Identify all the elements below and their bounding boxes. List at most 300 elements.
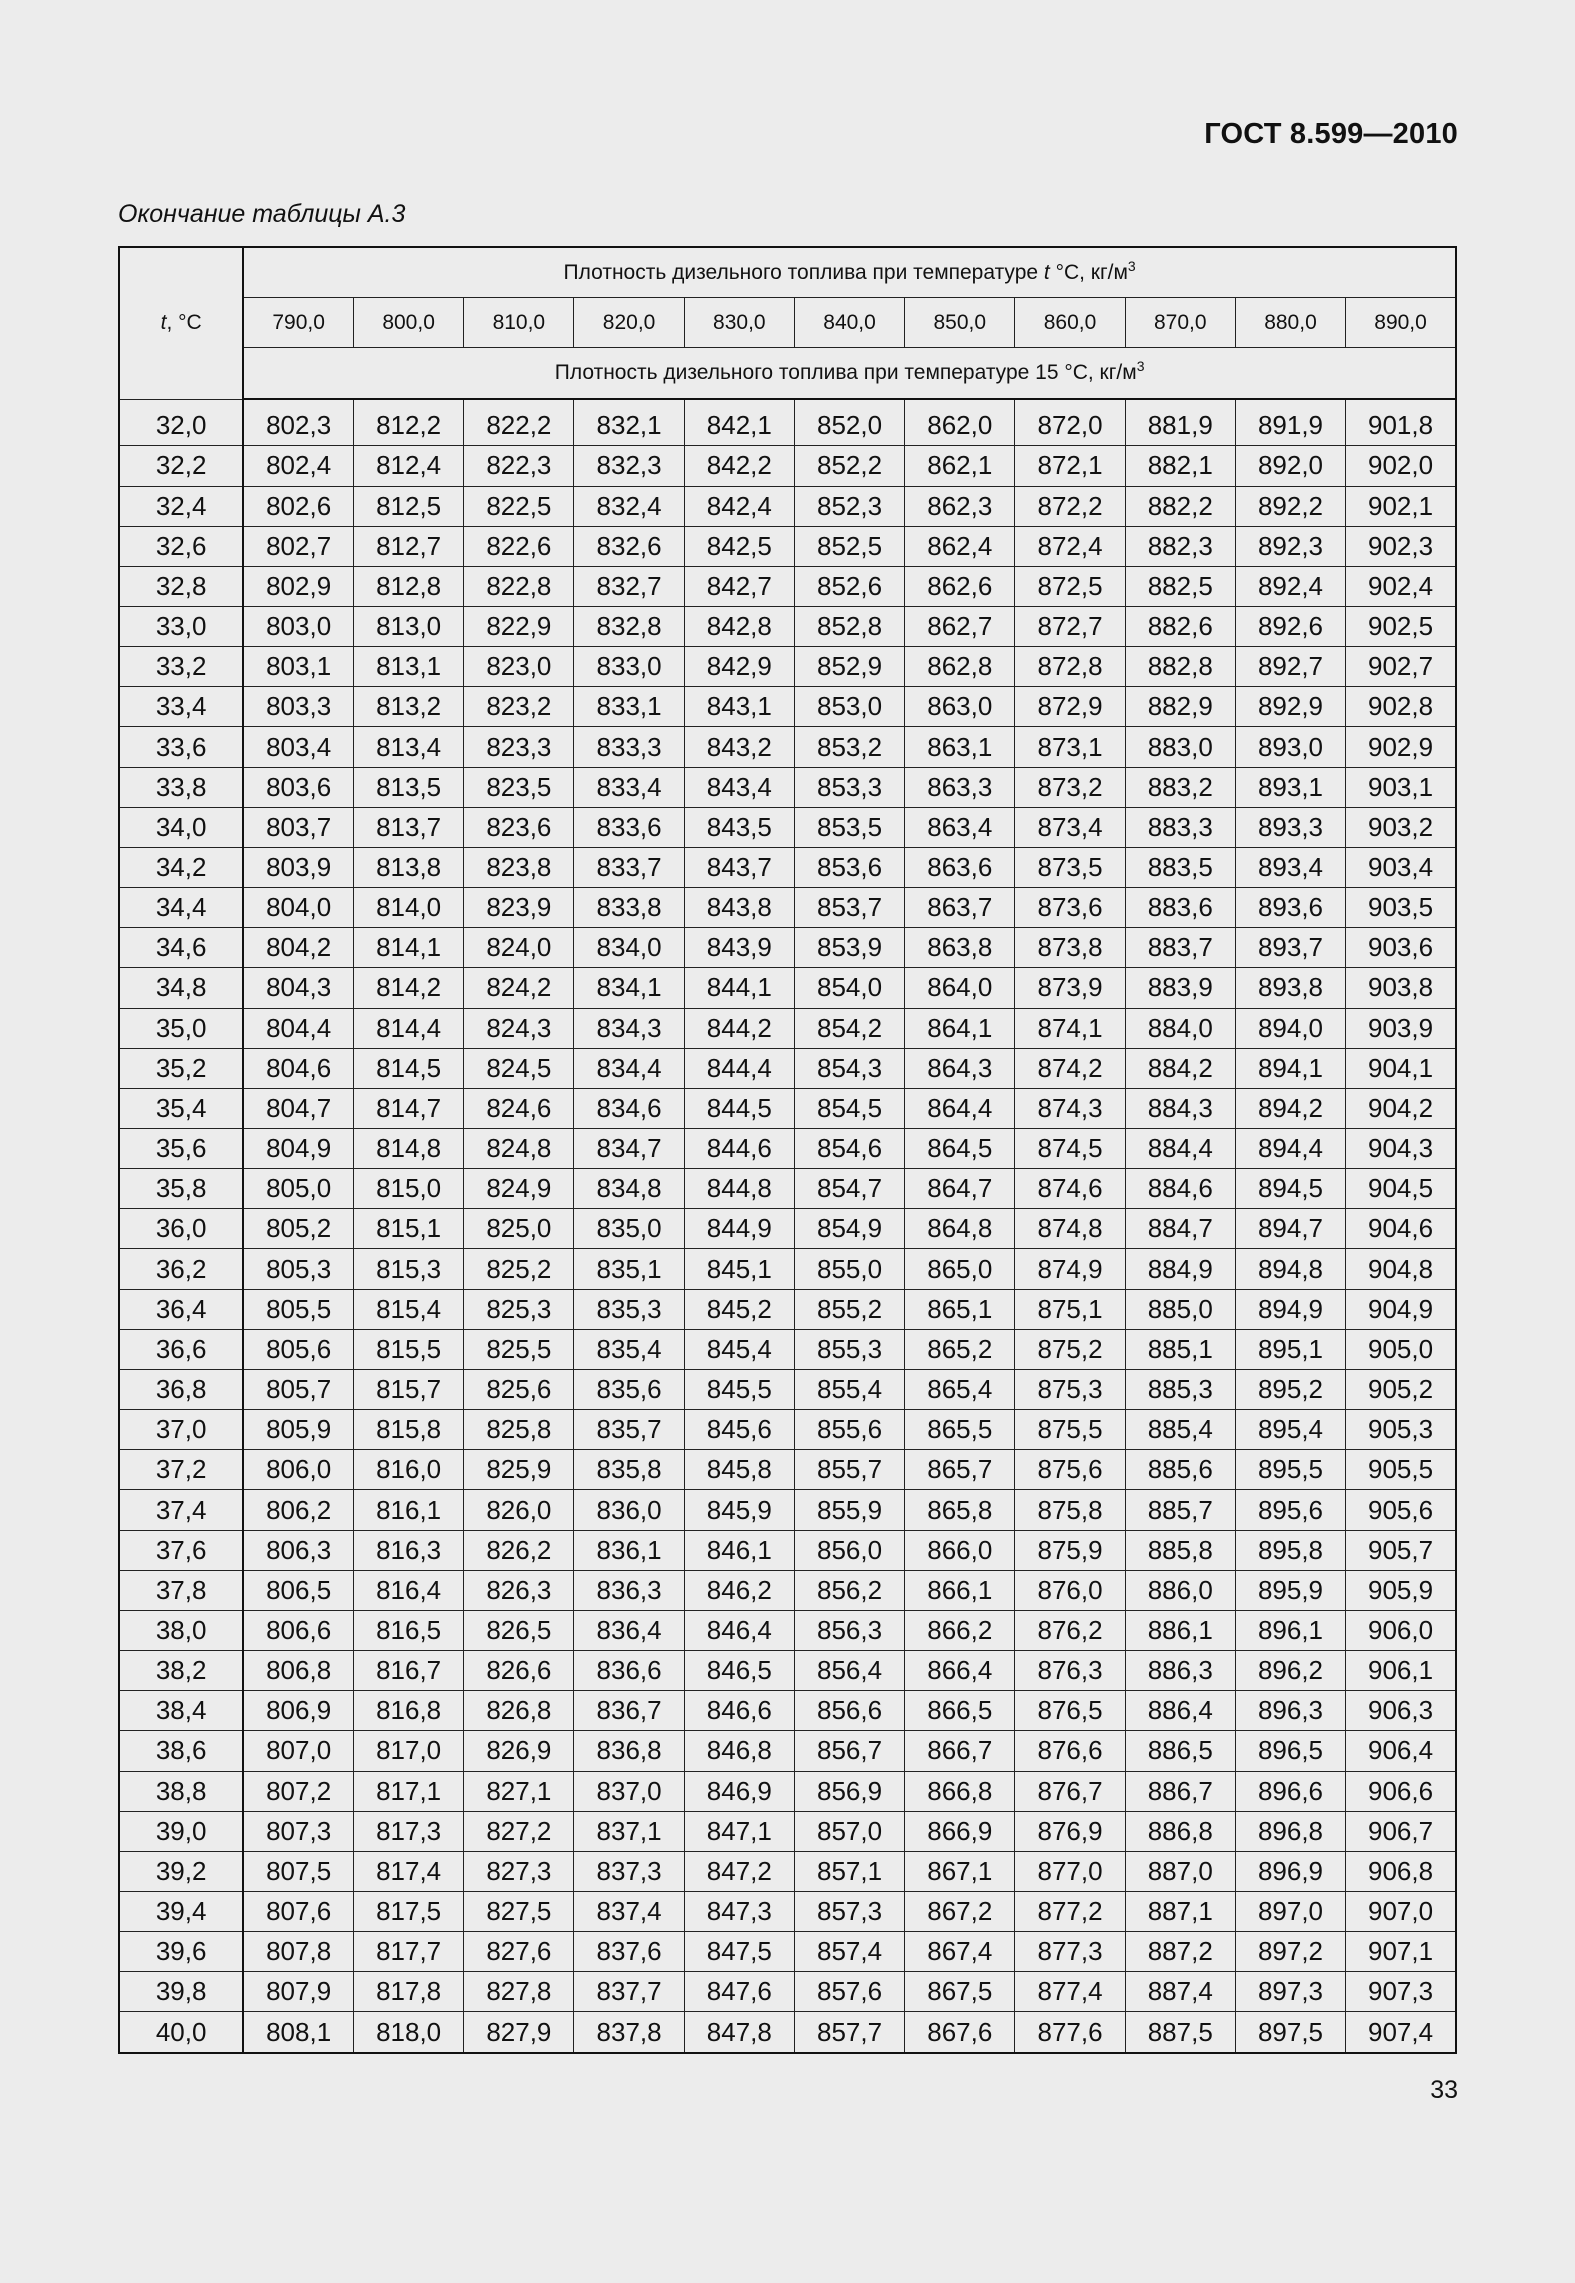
density-cell: 867,5 [905, 1972, 1015, 2012]
density-cell: 854,5 [794, 1088, 904, 1128]
density-cell: 872,2 [1015, 486, 1125, 526]
density-cell: 835,1 [574, 1249, 684, 1289]
table-row [119, 1329, 1456, 1369]
density-cell: 818,0 [354, 2012, 464, 2053]
density-cell: 814,0 [354, 888, 464, 928]
density-cell: 837,3 [574, 1851, 684, 1891]
density-cell: 873,8 [1015, 928, 1125, 968]
density-cell: 822,9 [464, 606, 574, 646]
density-cell: 843,5 [684, 807, 794, 847]
density-cell: 876,9 [1015, 1811, 1125, 1851]
temperature-cell: 34,4 [119, 888, 243, 928]
temperature-cell: 33,2 [119, 647, 243, 687]
table-row [119, 968, 1456, 1008]
table-header [119, 247, 1456, 399]
temperature-cell: 36,2 [119, 1249, 243, 1289]
table-row [119, 1811, 1456, 1851]
density-cell: 877,3 [1015, 1932, 1125, 1972]
density-cell: 846,2 [684, 1570, 794, 1610]
density-cell: 864,1 [905, 1008, 1015, 1048]
density-cell: 893,6 [1235, 888, 1345, 928]
density-cell: 806,8 [243, 1651, 353, 1691]
table-row [119, 1731, 1456, 1771]
density-cell: 852,3 [794, 486, 904, 526]
density-cell: 904,5 [1346, 1169, 1456, 1209]
density-cell: 815,5 [354, 1329, 464, 1369]
density-cell: 826,9 [464, 1731, 574, 1771]
table-row [119, 486, 1456, 526]
density-cell: 884,0 [1125, 1008, 1235, 1048]
top-header [243, 247, 1456, 298]
density-cell: 874,6 [1015, 1169, 1125, 1209]
stub-header [119, 247, 243, 399]
density-cell: 875,2 [1015, 1329, 1125, 1369]
density-cell: 902,5 [1346, 606, 1456, 646]
density-cell: 814,4 [354, 1008, 464, 1048]
temperature-cell: 39,6 [119, 1932, 243, 1972]
density-cell: 872,5 [1015, 566, 1125, 606]
temperature-cell: 33,0 [119, 606, 243, 646]
density-cell: 852,0 [794, 399, 904, 446]
density-cell: 874,2 [1015, 1048, 1125, 1088]
density-cell: 905,7 [1346, 1530, 1456, 1570]
temperature-cell: 34,8 [119, 968, 243, 1008]
density-cell: 844,2 [684, 1008, 794, 1048]
temperature-cell: 34,0 [119, 807, 243, 847]
density-cell: 837,8 [574, 2012, 684, 2053]
density-cell: 887,4 [1125, 1972, 1235, 2012]
density-cell: 907,0 [1346, 1891, 1456, 1931]
density-cell: 867,6 [905, 2012, 1015, 2053]
density-cell: 891,9 [1235, 399, 1345, 446]
density-cell: 804,9 [243, 1129, 353, 1169]
density-cell: 813,8 [354, 847, 464, 887]
table-row [119, 446, 1456, 486]
table-body [119, 399, 1456, 2053]
density-cell: 856,9 [794, 1771, 904, 1811]
density-cell: 803,7 [243, 807, 353, 847]
density-cell: 892,2 [1235, 486, 1345, 526]
density-cell: 882,1 [1125, 446, 1235, 486]
density-cell: 856,0 [794, 1530, 904, 1570]
density-cell: 807,0 [243, 1731, 353, 1771]
density-cell: 902,3 [1346, 526, 1456, 566]
density-cell: 892,9 [1235, 687, 1345, 727]
density-cell: 896,9 [1235, 1851, 1345, 1891]
density-cell: 813,4 [354, 727, 464, 767]
density-cell: 896,2 [1235, 1651, 1345, 1691]
density-cell: 885,1 [1125, 1329, 1235, 1369]
temperature-cell: 33,6 [119, 727, 243, 767]
column-header: 830,0 [684, 298, 794, 348]
density-cell: 856,4 [794, 1651, 904, 1691]
density-cell: 846,1 [684, 1530, 794, 1570]
density-cell: 806,9 [243, 1691, 353, 1731]
density-cell: 882,6 [1125, 606, 1235, 646]
density-cell: 884,4 [1125, 1129, 1235, 1169]
density-cell: 826,2 [464, 1530, 574, 1570]
density-cell: 877,6 [1015, 2012, 1125, 2053]
density-cell: 844,8 [684, 1169, 794, 1209]
top-header-suffix: °C, кг/м [1049, 260, 1128, 284]
density-cell: 906,3 [1346, 1691, 1456, 1731]
bottom-header [243, 348, 1456, 400]
density-cell: 875,1 [1015, 1289, 1125, 1329]
density-cell: 836,7 [574, 1691, 684, 1731]
density-cell: 824,3 [464, 1008, 574, 1048]
density-cell: 893,7 [1235, 928, 1345, 968]
density-cell: 895,5 [1235, 1450, 1345, 1490]
density-cell: 813,0 [354, 606, 464, 646]
table-row [119, 1249, 1456, 1289]
density-cell: 836,6 [574, 1651, 684, 1691]
density-cell: 845,8 [684, 1450, 794, 1490]
density-cell: 896,5 [1235, 1731, 1345, 1771]
density-cell: 816,3 [354, 1530, 464, 1570]
density-cell: 827,2 [464, 1811, 574, 1851]
density-cell: 894,5 [1235, 1169, 1345, 1209]
density-cell: 837,7 [574, 1972, 684, 2012]
density-cell: 812,5 [354, 486, 464, 526]
column-header: 860,0 [1015, 298, 1125, 348]
density-cell: 885,0 [1125, 1289, 1235, 1329]
density-cell: 833,4 [574, 767, 684, 807]
density-cell: 833,6 [574, 807, 684, 847]
table-row [119, 767, 1456, 807]
density-cell: 813,7 [354, 807, 464, 847]
density-cell: 883,2 [1125, 767, 1235, 807]
density-cell: 814,5 [354, 1048, 464, 1088]
table-row [119, 928, 1456, 968]
temperature-cell: 36,0 [119, 1209, 243, 1249]
density-cell: 902,1 [1346, 486, 1456, 526]
density-cell: 843,7 [684, 847, 794, 887]
density-cell: 802,6 [243, 486, 353, 526]
density-cell: 893,4 [1235, 847, 1345, 887]
density-cell: 834,1 [574, 968, 684, 1008]
density-cell: 825,0 [464, 1209, 574, 1249]
density-cell: 842,7 [684, 566, 794, 606]
header-row-columns [119, 298, 1456, 348]
density-cell: 816,7 [354, 1651, 464, 1691]
column-header: 840,0 [794, 298, 904, 348]
density-cell: 884,7 [1125, 1209, 1235, 1249]
density-cell: 864,5 [905, 1129, 1015, 1169]
density-cell: 884,6 [1125, 1169, 1235, 1209]
density-cell: 863,3 [905, 767, 1015, 807]
bottom-header-sup: 3 [1136, 358, 1145, 374]
density-cell: 846,8 [684, 1731, 794, 1771]
density-cell: 815,3 [354, 1249, 464, 1289]
table-row [119, 1932, 1456, 1972]
density-cell: 873,5 [1015, 847, 1125, 887]
density-cell: 816,8 [354, 1691, 464, 1731]
density-cell: 842,9 [684, 647, 794, 687]
density-cell: 844,1 [684, 968, 794, 1008]
table-row [119, 399, 1456, 446]
density-cell: 825,6 [464, 1369, 574, 1409]
density-cell: 863,0 [905, 687, 1015, 727]
density-cell: 804,2 [243, 928, 353, 968]
density-cell: 847,1 [684, 1811, 794, 1851]
density-cell: 874,8 [1015, 1209, 1125, 1249]
density-cell: 845,6 [684, 1410, 794, 1450]
density-cell: 854,3 [794, 1048, 904, 1088]
table-row [119, 888, 1456, 928]
density-cell: 897,0 [1235, 1891, 1345, 1931]
density-cell: 837,1 [574, 1811, 684, 1851]
density-cell: 885,3 [1125, 1369, 1235, 1409]
density-cell: 875,6 [1015, 1450, 1125, 1490]
density-cell: 817,8 [354, 1972, 464, 2012]
density-cell: 827,5 [464, 1891, 574, 1931]
density-cell: 857,0 [794, 1811, 904, 1851]
density-cell: 877,4 [1015, 1972, 1125, 2012]
temperature-cell: 38,6 [119, 1731, 243, 1771]
temperature-cell: 39,8 [119, 1972, 243, 2012]
density-cell: 806,5 [243, 1570, 353, 1610]
density-cell: 823,3 [464, 727, 574, 767]
density-cell: 843,8 [684, 888, 794, 928]
density-cell: 865,5 [905, 1410, 1015, 1450]
density-cell: 867,4 [905, 1932, 1015, 1972]
density-cell: 875,5 [1015, 1410, 1125, 1450]
density-cell: 823,8 [464, 847, 574, 887]
density-cell: 835,7 [574, 1410, 684, 1450]
density-cell: 863,1 [905, 727, 1015, 767]
temperature-cell: 33,8 [119, 767, 243, 807]
density-cell: 846,6 [684, 1691, 794, 1731]
density-cell: 856,7 [794, 1731, 904, 1771]
density-cell: 896,8 [1235, 1811, 1345, 1851]
density-cell: 886,1 [1125, 1610, 1235, 1650]
density-cell: 876,3 [1015, 1651, 1125, 1691]
density-cell: 907,3 [1346, 1972, 1456, 2012]
density-cell: 847,2 [684, 1851, 794, 1891]
table-row [119, 1209, 1456, 1249]
table-row [119, 1169, 1456, 1209]
density-cell: 863,4 [905, 807, 1015, 847]
density-cell: 814,1 [354, 928, 464, 968]
density-cell: 853,0 [794, 687, 904, 727]
density-cell: 812,2 [354, 399, 464, 446]
bottom-header-text: Плотность дизельного топлива при температуре 15 °C, кг/м [554, 361, 1137, 384]
density-cell: 817,4 [354, 1851, 464, 1891]
density-cell: 893,3 [1235, 807, 1345, 847]
density-cell: 852,2 [794, 446, 904, 486]
density-cell: 856,2 [794, 1570, 904, 1610]
density-cell: 815,4 [354, 1289, 464, 1329]
density-cell: 822,2 [464, 399, 574, 446]
density-cell: 902,4 [1346, 566, 1456, 606]
density-cell: 884,9 [1125, 1249, 1235, 1289]
density-cell: 865,2 [905, 1329, 1015, 1369]
density-cell: 822,5 [464, 486, 574, 526]
density-cell: 874,3 [1015, 1088, 1125, 1128]
column-header: 820,0 [574, 298, 684, 348]
density-cell: 825,9 [464, 1450, 574, 1490]
temperature-cell: 32,6 [119, 526, 243, 566]
density-cell: 833,8 [574, 888, 684, 928]
density-cell: 853,9 [794, 928, 904, 968]
density-cell: 895,8 [1235, 1530, 1345, 1570]
density-cell: 812,4 [354, 446, 464, 486]
density-cell: 872,8 [1015, 647, 1125, 687]
table-row [119, 1891, 1456, 1931]
density-cell: 874,1 [1015, 1008, 1125, 1048]
density-cell: 824,8 [464, 1129, 574, 1169]
density-cell: 807,9 [243, 1972, 353, 2012]
table-row [119, 1369, 1456, 1409]
table-row [119, 1289, 1456, 1329]
density-cell: 845,2 [684, 1289, 794, 1329]
density-cell: 836,1 [574, 1530, 684, 1570]
density-cell: 905,5 [1346, 1450, 1456, 1490]
temperature-cell: 32,2 [119, 446, 243, 486]
density-cell: 857,4 [794, 1932, 904, 1972]
density-cell: 807,5 [243, 1851, 353, 1891]
density-cell: 892,0 [1235, 446, 1345, 486]
column-header: 850,0 [905, 298, 1015, 348]
density-cell: 807,2 [243, 1771, 353, 1811]
temperature-cell: 37,8 [119, 1570, 243, 1610]
table-caption: Окончание таблицы А.3 [118, 200, 406, 228]
density-cell: 886,4 [1125, 1691, 1235, 1731]
density-cell: 876,6 [1015, 1731, 1125, 1771]
density-cell: 816,5 [354, 1610, 464, 1650]
density-cell: 883,7 [1125, 928, 1235, 968]
density-cell: 906,4 [1346, 1731, 1456, 1771]
density-cell: 854,9 [794, 1209, 904, 1249]
density-cell: 812,8 [354, 566, 464, 606]
density-cell: 834,6 [574, 1088, 684, 1128]
density-cell: 834,8 [574, 1169, 684, 1209]
density-cell: 816,4 [354, 1570, 464, 1610]
table-row [119, 647, 1456, 687]
density-cell: 872,4 [1015, 526, 1125, 566]
density-cell: 865,8 [905, 1490, 1015, 1530]
density-cell: 866,9 [905, 1811, 1015, 1851]
temperature-cell: 36,6 [119, 1329, 243, 1369]
density-cell: 862,4 [905, 526, 1015, 566]
density-cell: 835,0 [574, 1209, 684, 1249]
density-cell: 894,4 [1235, 1129, 1345, 1169]
header-row-top [119, 247, 1456, 298]
density-cell: 806,0 [243, 1450, 353, 1490]
density-cell: 824,6 [464, 1088, 574, 1128]
density-cell: 827,1 [464, 1771, 574, 1811]
density-cell: 901,8 [1346, 399, 1456, 446]
density-cell: 855,0 [794, 1249, 904, 1289]
density-cell: 866,4 [905, 1651, 1015, 1691]
density-cell: 825,2 [464, 1249, 574, 1289]
density-cell: 846,4 [684, 1610, 794, 1650]
density-cell: 896,6 [1235, 1771, 1345, 1811]
column-header: 810,0 [464, 298, 574, 348]
density-cell: 832,8 [574, 606, 684, 646]
density-cell: 842,2 [684, 446, 794, 486]
density-cell: 852,9 [794, 647, 904, 687]
density-cell: 893,8 [1235, 968, 1345, 1008]
density-cell: 857,6 [794, 1972, 904, 2012]
density-cell: 876,2 [1015, 1610, 1125, 1650]
density-cell: 883,0 [1125, 727, 1235, 767]
density-cell: 865,1 [905, 1289, 1015, 1329]
density-cell: 882,3 [1125, 526, 1235, 566]
column-header: 880,0 [1235, 298, 1345, 348]
density-cell: 825,5 [464, 1329, 574, 1369]
density-cell: 902,7 [1346, 647, 1456, 687]
temperature-cell: 34,2 [119, 847, 243, 887]
density-cell: 847,3 [684, 1891, 794, 1931]
density-cell: 817,3 [354, 1811, 464, 1851]
density-cell: 865,7 [905, 1450, 1015, 1490]
density-cell: 864,8 [905, 1209, 1015, 1249]
density-cell: 892,3 [1235, 526, 1345, 566]
density-cell: 817,0 [354, 1731, 464, 1771]
density-cell: 875,8 [1015, 1490, 1125, 1530]
density-cell: 834,7 [574, 1129, 684, 1169]
density-cell: 895,2 [1235, 1369, 1345, 1409]
density-cell: 834,3 [574, 1008, 684, 1048]
density-cell: 835,8 [574, 1450, 684, 1490]
density-cell: 881,9 [1125, 399, 1235, 446]
density-cell: 886,5 [1125, 1731, 1235, 1771]
table-row [119, 526, 1456, 566]
density-cell: 895,6 [1235, 1490, 1345, 1530]
density-cell: 866,0 [905, 1530, 1015, 1570]
density-cell: 803,4 [243, 727, 353, 767]
density-cell: 854,7 [794, 1169, 904, 1209]
density-cell: 822,3 [464, 446, 574, 486]
temperature-cell: 39,2 [119, 1851, 243, 1891]
density-cell: 845,5 [684, 1369, 794, 1409]
density-cell: 844,9 [684, 1209, 794, 1249]
density-cell: 836,8 [574, 1731, 684, 1771]
density-cell: 824,0 [464, 928, 574, 968]
density-cell: 807,6 [243, 1891, 353, 1931]
density-cell: 832,1 [574, 399, 684, 446]
density-cell: 855,7 [794, 1450, 904, 1490]
table-row [119, 606, 1456, 646]
stub-header-var: t [160, 311, 167, 335]
density-cell: 894,1 [1235, 1048, 1345, 1088]
density-cell: 886,0 [1125, 1570, 1235, 1610]
table-row [119, 1570, 1456, 1610]
density-cell: 856,6 [794, 1691, 904, 1731]
table-row [119, 1972, 1456, 2012]
density-cell: 866,8 [905, 1771, 1015, 1811]
density-cell: 883,9 [1125, 968, 1235, 1008]
density-cell: 832,4 [574, 486, 684, 526]
density-cell: 864,3 [905, 1048, 1015, 1088]
density-cell: 822,6 [464, 526, 574, 566]
temperature-cell: 38,2 [119, 1651, 243, 1691]
density-cell: 863,6 [905, 847, 1015, 887]
temperature-cell: 37,2 [119, 1450, 243, 1490]
density-cell: 883,6 [1125, 888, 1235, 928]
density-cell: 866,5 [905, 1691, 1015, 1731]
density-cell: 872,1 [1015, 446, 1125, 486]
table-row [119, 1610, 1456, 1650]
density-cell: 905,0 [1346, 1329, 1456, 1369]
density-cell: 854,0 [794, 968, 904, 1008]
density-cell: 855,4 [794, 1369, 904, 1409]
density-cell: 806,2 [243, 1490, 353, 1530]
density-cell: 807,3 [243, 1811, 353, 1851]
density-cell: 873,1 [1015, 727, 1125, 767]
density-cell: 842,1 [684, 399, 794, 446]
